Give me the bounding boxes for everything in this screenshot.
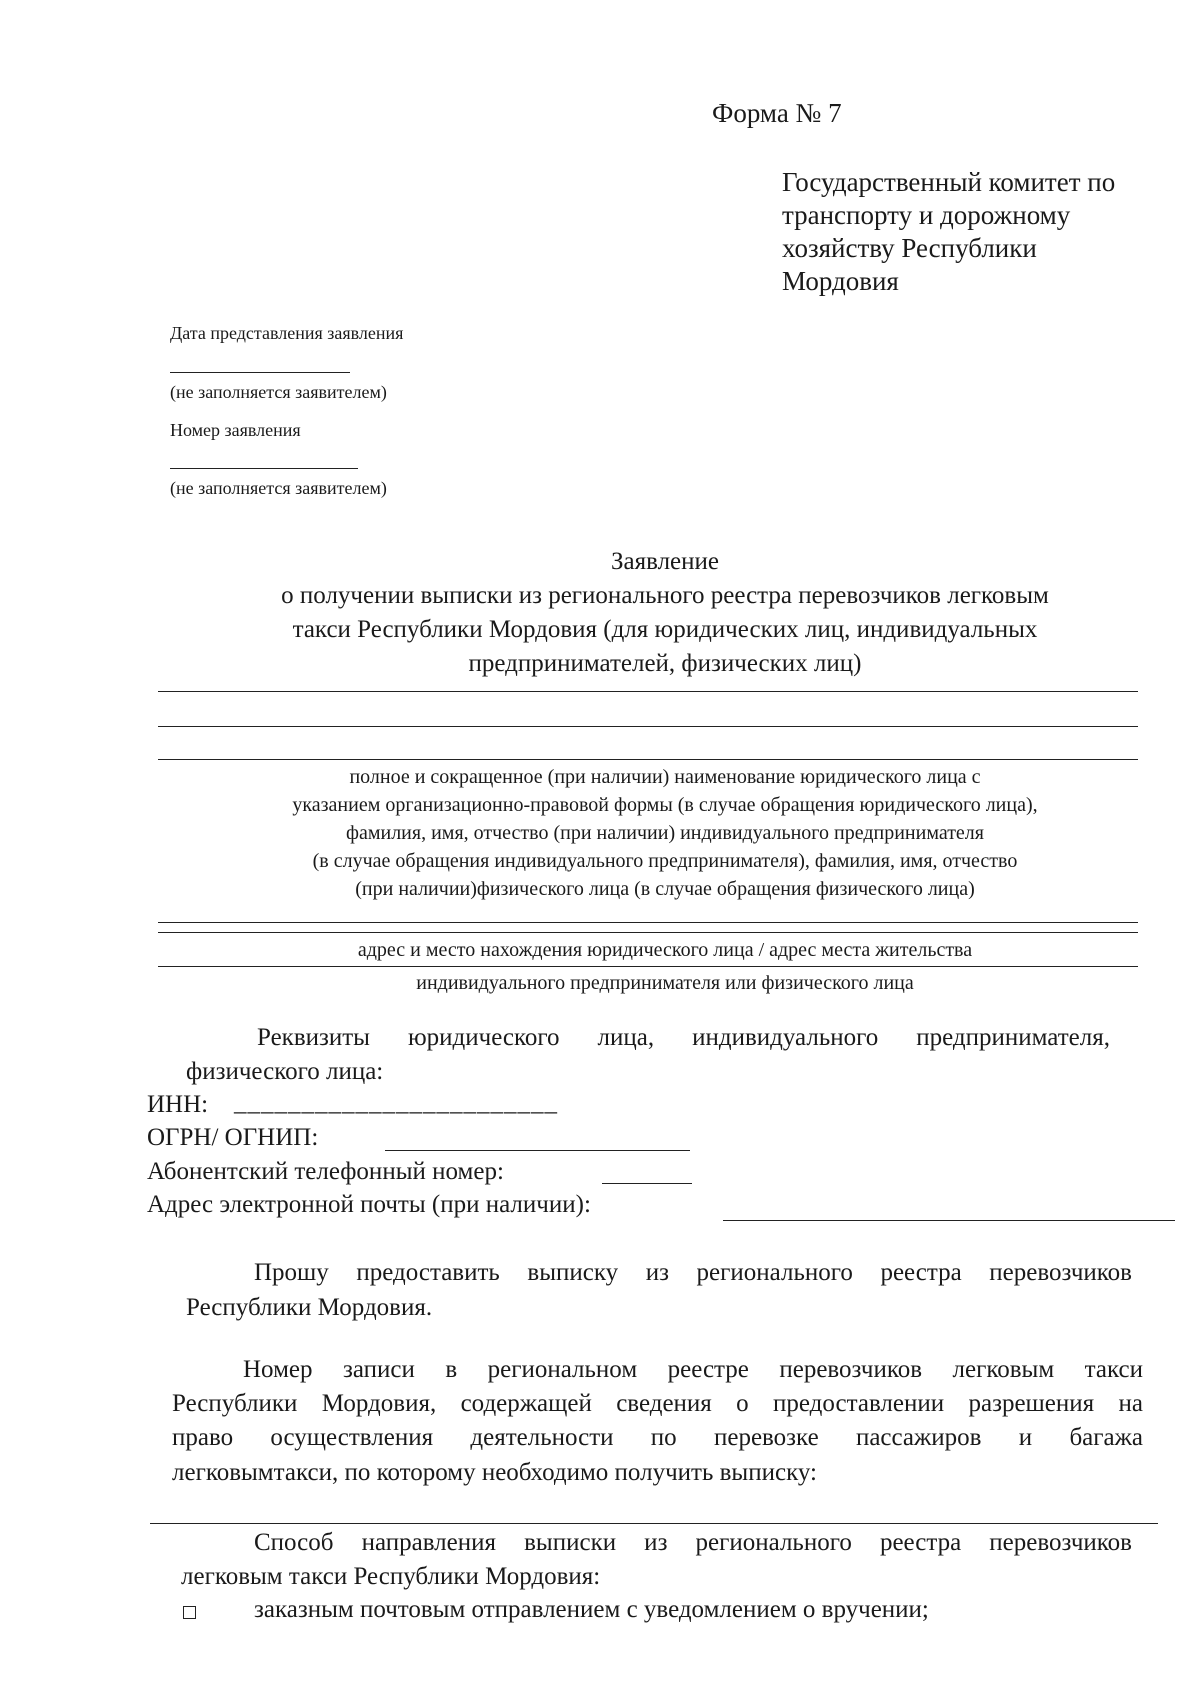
caption-line: фамилия, имя, отчество (при наличии) индивидуального предпринимателя: [346, 822, 984, 844]
request-line: Прошу предоставить выписку из регионального реестра перевозчиков: [254, 1259, 1132, 1286]
requisites-heading-line: физического лица:: [186, 1058, 384, 1085]
checkbox-postal[interactable]: [183, 1606, 196, 1619]
document-title: [150, 545, 1180, 681]
address-caption: [150, 934, 1180, 1000]
title-line: о получении выписки из регионального реестра перевозчиков легковым: [281, 582, 1049, 609]
caption-line: указанием организационно-правовой формы (в случае обращения юридического лица),: [292, 794, 1038, 816]
name-caption: [150, 763, 1180, 903]
recipient-block: [782, 166, 1115, 298]
record-line: Республики Мордовия, содержащей сведения о предоставлении разрешения на: [172, 1390, 1143, 1417]
record-line: Номер записи в региональном реестре перевозчиков легковым такси: [243, 1356, 1143, 1383]
record-line: право осуществления деятельности по перевозке пассажиров и багажа: [172, 1424, 1143, 1451]
record-line-wrap: [172, 1424, 1143, 1452]
applicant-name-line[interactable]: [158, 691, 1138, 692]
inn-label: ИНН:: [147, 1091, 209, 1118]
title-line: предпринимателей, физических лиц): [468, 650, 862, 677]
address-line[interactable]: [158, 922, 1138, 923]
number-label: Номер заявления: [170, 420, 301, 440]
phone-field[interactable]: [602, 1183, 692, 1184]
requisites-heading: [257, 1024, 1110, 1052]
date-label: Дата представления заявления: [170, 323, 404, 343]
ogrn-label: ОГРН/ ОГНИП:: [147, 1124, 319, 1151]
recipient-line: Мордовия: [782, 266, 899, 296]
number-note: (не заполняется заявителем): [170, 478, 387, 498]
request-line: Республики Мордовия.: [186, 1294, 433, 1321]
applicant-name-line[interactable]: [158, 759, 1138, 760]
option-postal-label: заказным почтовым отправлением с уведомлением о вручении;: [254, 1596, 929, 1623]
form-number: Форма № 7: [712, 98, 842, 128]
caption-line: адрес и место нахождения юридического лица / адрес места жительства: [357, 939, 973, 961]
applicant-name-line[interactable]: [158, 726, 1138, 727]
caption-line: индивидуального предпринимателя или физического лица: [416, 972, 914, 994]
recipient-line: транспорту и дорожному: [782, 200, 1071, 230]
date-field[interactable]: [170, 372, 350, 373]
email-label: Адрес электронной почты (при наличии):: [147, 1191, 591, 1218]
recipient-line: хозяйству Республики: [782, 233, 1037, 263]
caption-line: полное и сокращенное (при наличии) наименование юридического лица с: [349, 766, 981, 788]
recipient-line: Государственный комитет по: [782, 167, 1116, 197]
address-line[interactable]: [158, 966, 1138, 967]
inn-field[interactable]: ________________________: [234, 1089, 558, 1116]
number-field[interactable]: [170, 468, 358, 469]
caption-line: (при наличии)физического лица (в случае обращения физического лица): [355, 878, 975, 900]
record-paragraph: [243, 1356, 1143, 1384]
record-number-field[interactable]: [150, 1523, 1158, 1524]
address-line[interactable]: [158, 932, 1138, 933]
method-line: Способ направления выписки из регионального реестра перевозчиков: [254, 1529, 1132, 1556]
method-paragraph: [254, 1529, 1132, 1557]
phone-label: Абонентский телефонный номер:: [147, 1158, 504, 1185]
caption-line: (в случае обращения индивидуального предпринимателя), фамилия, имя, отчество: [312, 850, 1018, 872]
email-field[interactable]: [723, 1220, 1175, 1221]
requisites-heading-line: Реквизиты юридического лица, индивидуального предпринимателя,: [257, 1024, 1110, 1051]
method-line: легковым такси Республики Мордовия:: [181, 1563, 601, 1590]
title-line: Заявление: [610, 548, 720, 575]
request-paragraph: [254, 1259, 1132, 1287]
record-line-wrap: [172, 1390, 1143, 1418]
record-line: легковымтакси, по которому необходимо получить выписку:: [172, 1459, 817, 1486]
date-note: (не заполняется заявителем): [170, 382, 387, 402]
ogrn-field[interactable]: [385, 1150, 690, 1151]
title-line: такси Республики Мордовия (для юридических лиц, индивидуальных: [292, 616, 1038, 643]
